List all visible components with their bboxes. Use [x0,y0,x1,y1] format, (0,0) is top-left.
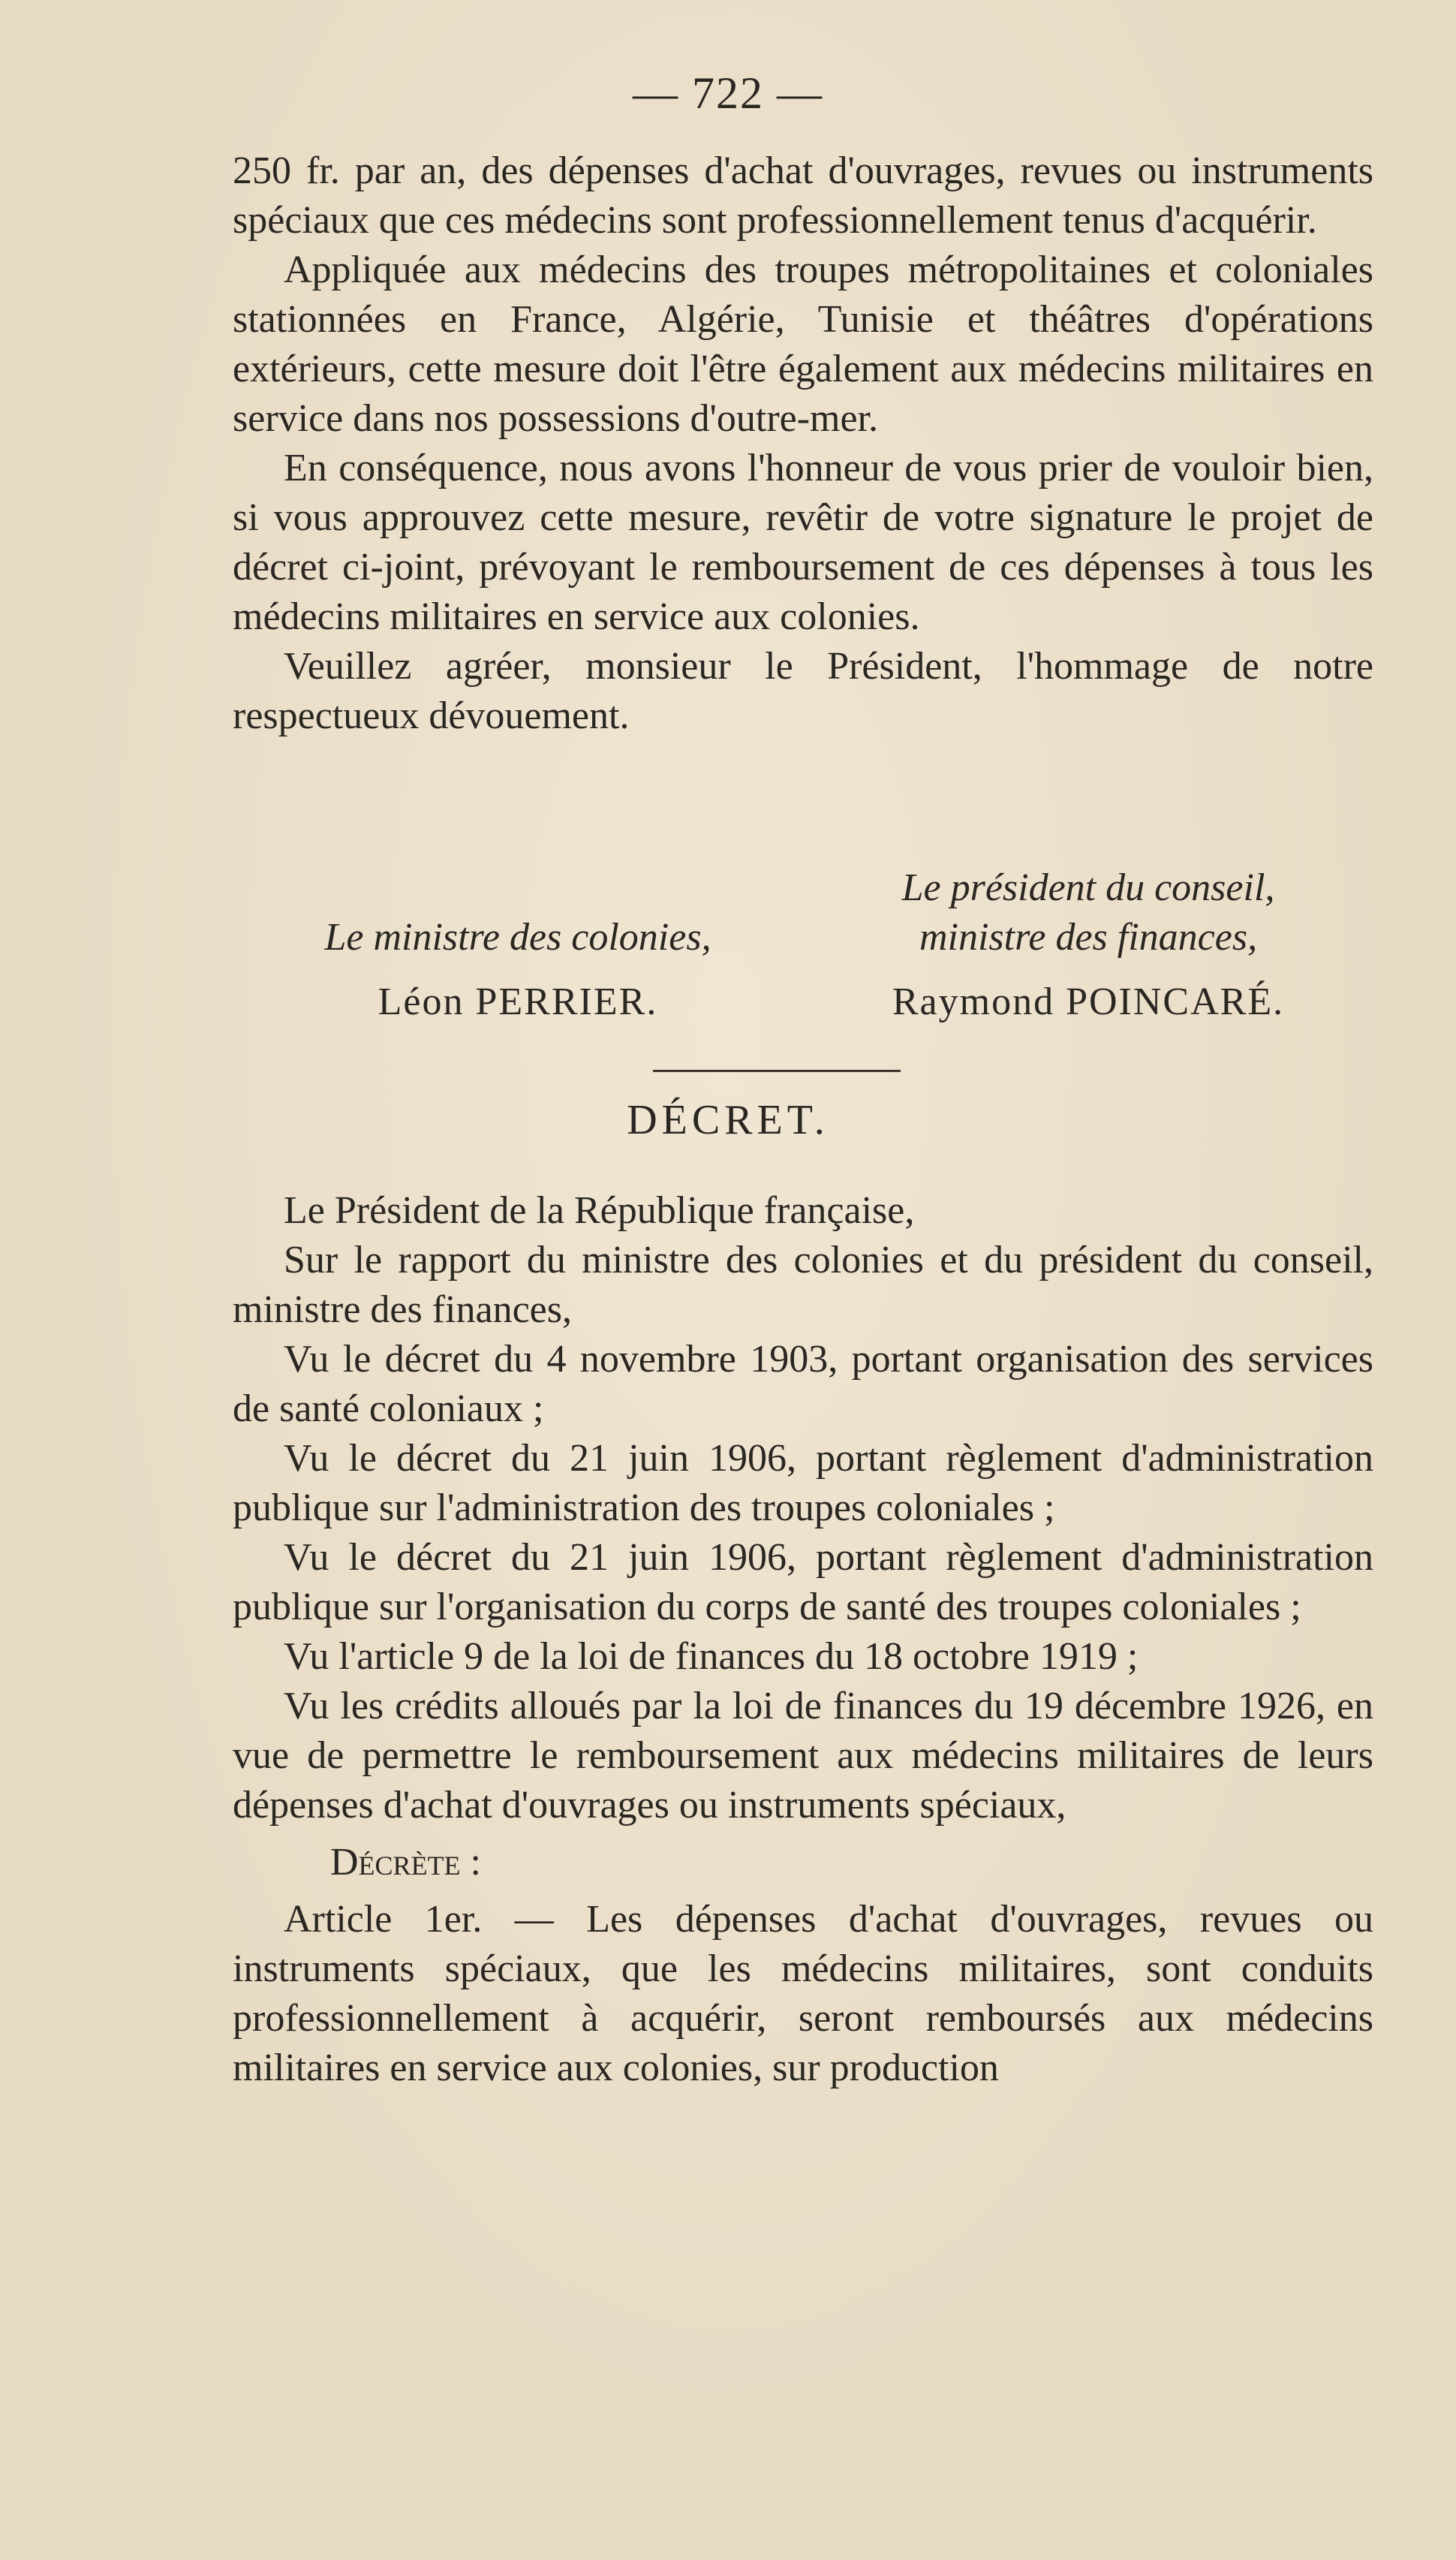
decree-title: DÉCRET. [627,1097,829,1143]
signatory-name-left: Léon PERRIER. [378,980,658,1023]
paragraph: Appliquée aux médecins des troupes métropolitaines et coloniales stationnées en France, Algérie, Tunisie et théâtres d'opérations extérieurs, cette mesure doit l'être également aux médecins militaires en service dans nos possessions d'outre-mer. [233,248,1373,440]
signatory-name-right: Raymond POINCARÉ. [892,980,1285,1023]
paragraph: En conséquence, nous avons l'honneur de vous prier de vouloir bien, si vous approuvez cette mesure, revêtir de votre signature le projet de décret ci-joint, prévoyant le remboursement de ces dépenses à tous les médecins militaires en service aux colonies. [233,447,1373,638]
signature-title-left: Le ministre des colonies, [324,916,711,959]
paragraph: Sur le rapport du ministre des colonies et du président du conseil, ministre des finances, [233,1239,1373,1331]
decree-body [233,1186,1373,2093]
decrete-label: Décrète : [330,1841,481,1884]
report-body [233,146,1373,741]
signature-block [233,863,1373,1027]
article-1: Article 1er. — Les dépenses d'achat d'ouvrages, revues ou instruments spéciaux, que les médecins militaires, sont conduits professionnellement à acquérir, seront remboursés aux médecins militaires en service aux colonies, sur production [233,1898,1373,2089]
paragraph: Le Président de la République française, [284,1189,915,1232]
paragraph: Vu l'article 9 de la loi de finances du 18 octobre 1919 ; [284,1635,1139,1678]
paragraph: Veuillez agréer, monsieur le Président, l'hommage de notre respectueux dévouement. [233,645,1373,737]
paragraph: Vu le décret du 21 juin 1906, portant règlement d'administration publique sur l'organisation du corps de santé des troupes coloniales ; [233,1536,1373,1628]
paragraph: Vu les crédits alloués par la loi de finances du 19 décembre 1926, en vue de permettre le remboursement aux médecins militaires de leurs dépenses d'achat d'ouvrages ou instruments spéciaux, [233,1685,1373,1827]
paragraph: 250 fr. par an, des dépenses d'achat d'ouvrages, revues ou instruments spéciaux que ces médecins sont professionnellement tenus d'acquérir. [233,149,1373,242]
paragraph: Vu le décret du 4 novembre 1903, portant organisation des services de santé coloniaux ; [233,1338,1373,1430]
page-number: — 722 — [633,68,823,118]
section-divider [653,1070,901,1072]
signature-title-line: Le président du conseil, [901,866,1275,909]
paragraph: Vu le décret du 21 juin 1906, portant règlement d'administration publique sur l'administration des troupes coloniales ; [233,1437,1373,1529]
signature-title-right: ministre des finances, [919,916,1258,959]
